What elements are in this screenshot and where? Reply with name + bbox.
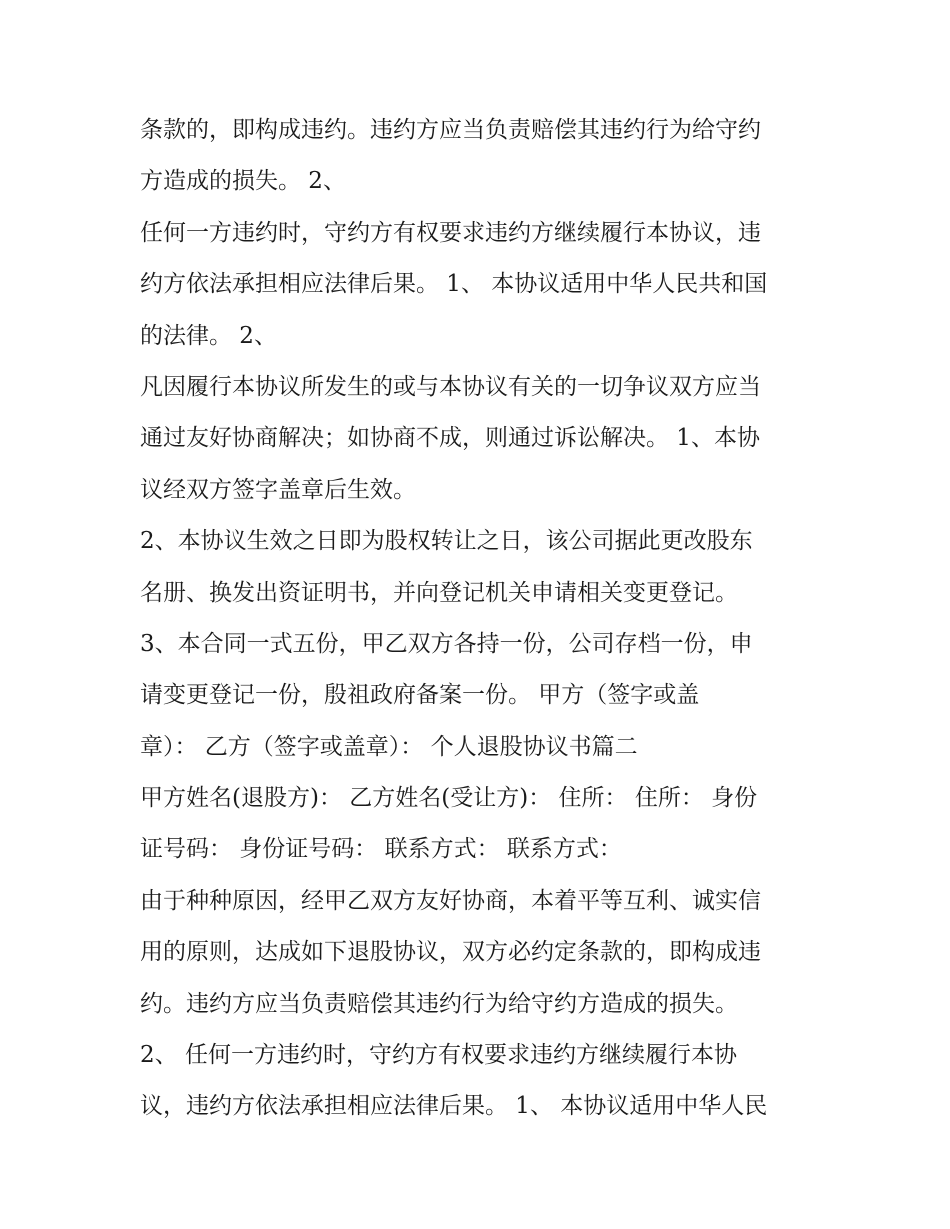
text-line: 2、本协议生效之日即为股权转让之日，该公司据此更改股东 xyxy=(140,528,753,555)
text-line: 甲方姓名(退股方)： 乙方姓名(受让方)： 住所： 住所： 身份 xyxy=(140,785,758,812)
text-line: 的法律。 2、 xyxy=(140,322,277,349)
text-line: 请变更登记一份，殷祖政府备案一份。 甲方（签字或盖 xyxy=(140,682,700,709)
text-line: 证号码： 身份证号码： 联系方式： 联系方式： xyxy=(140,836,622,863)
text-line: 条款的，即构成违约。违约方应当负责赔偿其违约行为给守约 xyxy=(140,117,761,143)
text-line: 由于种种原因，经甲乙双方友好协商，本着平等互利、诚实信 xyxy=(140,887,761,914)
text-line: 任何一方违约时，守约方有权要求违约方继续履行本协议，违 xyxy=(140,219,761,246)
text-line: 凡因履行本协议所发生的或与本协议有关的一切争议双方应当 xyxy=(140,373,761,400)
text-line: 方造成的损失。 2、 xyxy=(140,168,346,195)
text-line: 名册、换发出资证明书，并向登记机关申请相关变更登记。 xyxy=(140,579,738,606)
text-line: 章）： 乙方（签字或盖章）： 个人退股协议书篇二 xyxy=(140,733,638,760)
text-line: 2、 任何一方违约时，守约方有权要求违约方继续履行本协 xyxy=(140,1042,737,1069)
text-line: 约方依法承担相应法律后果。 1、 本协议适用中华人民共和国 xyxy=(140,271,768,298)
text-line: 3、本合同一式五份，甲乙双方各持一份，公司存档一份，申 xyxy=(140,630,753,657)
text-line: 通过友好协商解决；如协商不成，则通过诉讼解决。 1、本协 xyxy=(140,425,760,452)
text-line: 约。违约方应当负责赔偿其违约行为给守约方造成的损失。 xyxy=(140,990,738,1017)
text-line: 议经双方签字盖章后生效。 xyxy=(140,476,416,503)
text-line: 议，违约方依法承担相应法律后果。 1、 本协议适用中华人民 xyxy=(140,1093,768,1120)
document-body xyxy=(140,105,830,1133)
text-line: 用的原则，达成如下退股协议，双方必约定条款的，即构成违 xyxy=(140,939,761,966)
